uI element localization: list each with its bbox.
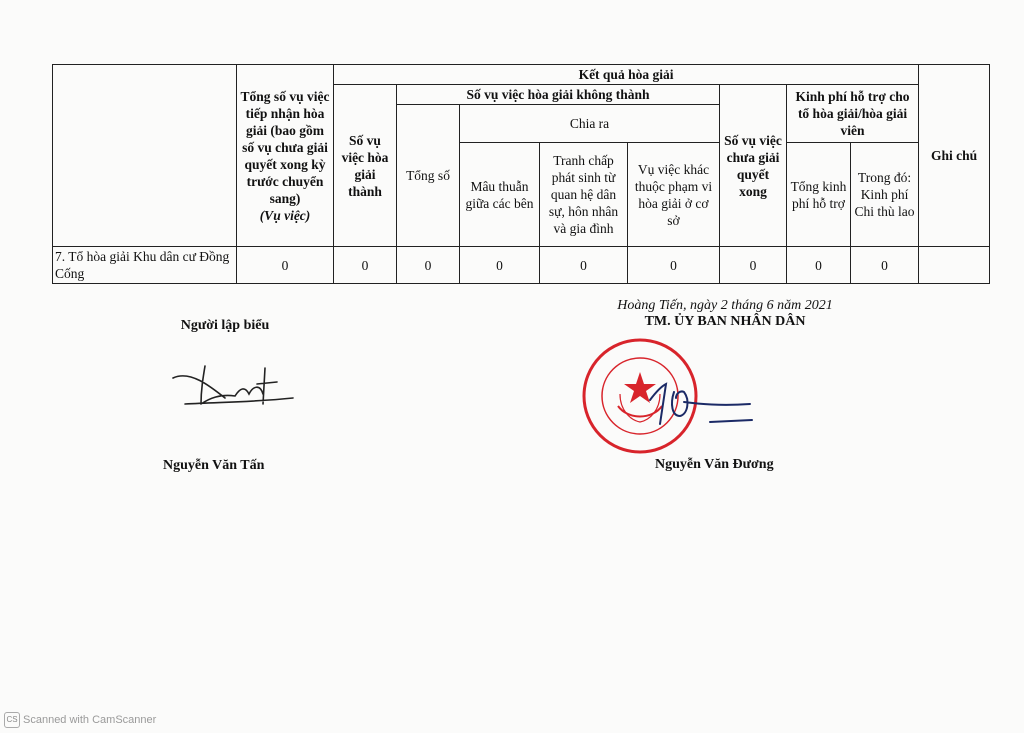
header-total-received: Tổng số vụ việc tiếp nhận hòa giải (bao gồm số vụ chưa giải quyết xong kỳ trước chuyển sang) (Vụ việc): [237, 65, 334, 247]
header-funding-total: Tổng kinh phí hỗ trợ: [787, 143, 851, 247]
preparer-name: Nguyễn Văn Tấn: [163, 458, 265, 473]
cell-pending: 0: [720, 247, 787, 284]
cell-conflict: 0: [460, 247, 540, 284]
cell-note: [919, 247, 990, 284]
header-breakdown: Chia ra: [460, 105, 720, 143]
header-fail-group: Số vụ việc hòa giải không thành: [397, 85, 720, 105]
table-row: [53, 247, 990, 284]
header-violation: Vụ việc khác thuộc phạm vi hòa giải ở cơ sở: [628, 143, 720, 247]
header-success: Số vụ việc hòa giải thành: [334, 85, 397, 247]
cell-funding-labor: 0: [851, 247, 919, 284]
scanner-text: Scanned with CamScanner: [23, 714, 157, 726]
chairman-name: Nguyễn Văn Đương: [655, 457, 774, 472]
cell-dispute: 0: [540, 247, 628, 284]
cell-violation: 0: [628, 247, 720, 284]
cell-funding-total: 0: [787, 247, 851, 284]
preparer-signature: [165, 358, 305, 418]
blank-header-cell: [53, 65, 237, 247]
preparer-block: [120, 318, 330, 334]
row-label: 7. Tổ hòa giải Khu dân cư Đồng Cống: [53, 247, 237, 284]
scanner-footer: [4, 712, 156, 728]
preparer-title: Người lập biểu: [180, 318, 270, 333]
header-fail-total: Tổng số: [397, 105, 460, 247]
report-table: [52, 64, 990, 284]
header-pending: Số vụ việc chưa giải quyết xong: [720, 85, 787, 247]
camscanner-logo: CS: [4, 712, 20, 728]
header-dispute: Tranh chấp phát sinh từ quan hệ dân sự, hôn nhân và gia đình: [540, 143, 628, 247]
cell-success: 0: [334, 247, 397, 284]
committee-block: [560, 298, 890, 330]
header-funding: Kinh phí hỗ trợ cho tổ hòa giải/hòa giải viên: [787, 85, 919, 143]
header-notes: Ghi chú: [919, 65, 990, 247]
header-unit: (Vụ việc): [259, 207, 311, 223]
header-results: Kết quả hòa giải: [334, 65, 919, 85]
cell-total-received: 0: [237, 247, 334, 284]
committee-title: TM. ỦY BAN NHÂN DÂN: [644, 314, 806, 329]
cell-fail-total: 0: [397, 247, 460, 284]
report-date: Hoàng Tiến, ngày 2 tháng 6 năm 2021: [617, 298, 833, 313]
header-funding-labor: Trong đó: Kinh phí Chi thù lao: [851, 143, 919, 247]
header-conflict: Mâu thuẫn giữa các bên: [460, 143, 540, 247]
chairman-signature: [640, 380, 760, 430]
